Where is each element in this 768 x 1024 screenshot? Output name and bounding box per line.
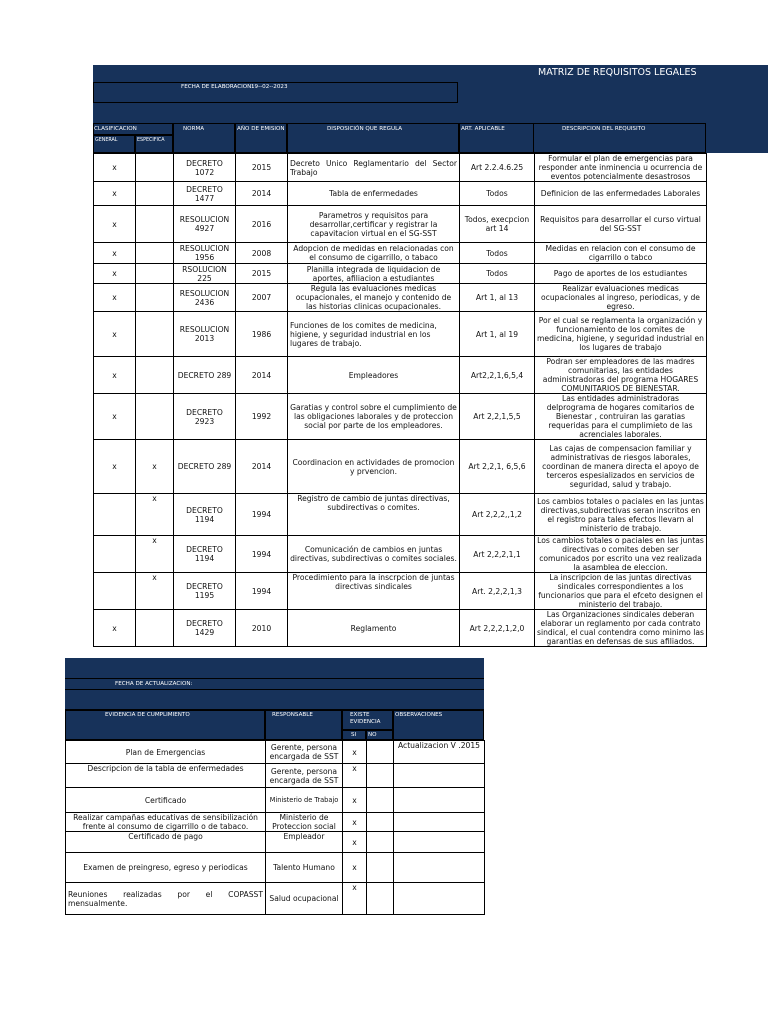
header-si: SI bbox=[351, 732, 357, 738]
cell-no bbox=[367, 741, 394, 764]
cell-norma: RESOLUCION 4927 bbox=[174, 206, 236, 243]
cell-si: x bbox=[343, 764, 367, 788]
cell-norma: RSOLUCION 225 bbox=[174, 264, 236, 284]
cell-descripcion: Realizar evaluaciones medicas ocupacionales al ingreso, periodicas, y de egreso. bbox=[535, 284, 707, 312]
cell-observaciones bbox=[394, 764, 485, 788]
header-descripcion: DESCRIPCION DEL REQUISITO bbox=[562, 126, 646, 132]
cell-art: Art 2,2,1, 6,5,6 bbox=[460, 440, 535, 494]
cell-especifica bbox=[136, 284, 174, 312]
cell-disposicion: Empleadores bbox=[288, 357, 460, 394]
header-observaciones: OBSERVACIONES bbox=[395, 712, 443, 718]
cell-evidencia: Certificado de pago bbox=[66, 832, 266, 853]
cell-disposicion: Planilla integrada de liquidacion de aportes, afiliacion a estudiantes bbox=[288, 264, 460, 284]
cell-art: Art 2,2,2,,1,2 bbox=[460, 494, 535, 536]
cell-art: Art 2,2,1,5,5 bbox=[460, 394, 535, 440]
cell-si: x bbox=[343, 788, 367, 813]
cell-observaciones bbox=[394, 883, 485, 915]
cell-anio: 1994 bbox=[236, 536, 288, 573]
cell-especifica bbox=[136, 312, 174, 357]
header-disposicion: DISPOSICIÓN QUE REGULA bbox=[327, 126, 403, 132]
cell-especifica: x bbox=[136, 536, 174, 573]
header-responsable: RESPONSABLE bbox=[272, 712, 313, 718]
matrix-title-bar bbox=[93, 65, 768, 82]
cell-especifica: x bbox=[136, 494, 174, 536]
cell-art: Todos bbox=[460, 243, 535, 264]
cell-art: Todos, execpcion art 14 bbox=[460, 206, 535, 243]
cell-evidencia: Realizar campañas educativas de sensibilización frente al consumo de cigarrillo o de tabaco. bbox=[66, 813, 266, 832]
header-evidencia: EVIDENCIA DE CUMPLIMIENTO bbox=[105, 712, 190, 718]
cell-norma: RESOLUCION 2436 bbox=[174, 284, 236, 312]
cell-art: Art 2,2,2,1,2,0 bbox=[460, 610, 535, 647]
header-especifica: ESPECIFICA bbox=[137, 138, 165, 143]
cell-evidencia: Plan de Emergencias bbox=[66, 741, 266, 764]
cell-disposicion: Coordinacion en actividades de promocion y prvencion. bbox=[288, 440, 460, 494]
cell-disposicion: Parametros y requisitos para desarrollar,certificar y registrar la capavitacion virtual en el SG-SST bbox=[288, 206, 460, 243]
cell-descripcion: Los cambios totales o paciales en las juntas directivas o comites deben ser comunicados por escrito una vez realizada la asamblea de eleccion. bbox=[535, 536, 707, 573]
cell-general: x bbox=[94, 264, 136, 284]
matrix-row bbox=[94, 573, 707, 610]
cell-observaciones bbox=[394, 788, 485, 813]
cell-anio: 2014 bbox=[236, 357, 288, 394]
cell-no bbox=[367, 764, 394, 788]
matrix-row bbox=[94, 206, 707, 243]
cell-anio: 2014 bbox=[236, 440, 288, 494]
cell-evidencia: Examen de preingreso, egreso y periodicas bbox=[66, 853, 266, 883]
cell-no bbox=[367, 813, 394, 832]
cell-descripcion: Definicion de las enfermedades Laborales bbox=[535, 182, 707, 206]
cell-no bbox=[367, 883, 394, 915]
evidencia-header-block bbox=[65, 658, 484, 740]
cell-responsable: Talento Humano bbox=[266, 853, 343, 883]
cell-art: Todos bbox=[460, 182, 535, 206]
fecha-elaboracion-row bbox=[93, 82, 768, 103]
cell-anio: 1994 bbox=[236, 494, 288, 536]
cell-norma: DECRETO 1072 bbox=[174, 154, 236, 182]
evidencia-row bbox=[66, 853, 485, 883]
cell-especifica bbox=[136, 610, 174, 647]
fecha-elaboracion-value: 19--02--2023 bbox=[251, 84, 288, 90]
cell-norma: DECRETO 1194 bbox=[174, 536, 236, 573]
cell-general: x bbox=[94, 243, 136, 264]
cell-no bbox=[367, 788, 394, 813]
cell-especifica bbox=[136, 243, 174, 264]
cell-general: x bbox=[94, 154, 136, 182]
cell-especifica: x bbox=[136, 573, 174, 610]
cell-evidencia: Reuniones realizadas por el COPASST mensualmente. bbox=[66, 883, 266, 915]
cell-norma: DECRETO 1477 bbox=[174, 182, 236, 206]
matrix-row bbox=[94, 182, 707, 206]
cell-norma: DECRETO 1194 bbox=[174, 494, 236, 536]
matrix-row bbox=[94, 394, 707, 440]
evidencia-row bbox=[66, 788, 485, 813]
cell-disposicion: Funciones de los comites de medicina, higiene, y seguridad industrial en los lugares de trabajo. bbox=[288, 312, 460, 357]
cell-disposicion: Comunicación de cambios en juntas directivas, subdirectivas o comites sociales. bbox=[288, 536, 460, 573]
cell-especifica bbox=[136, 357, 174, 394]
fecha-actualizacion-label: FECHA DE ACTUALIZACION: bbox=[115, 681, 193, 687]
cell-norma: DECRETO 1195 bbox=[174, 573, 236, 610]
cell-observaciones bbox=[394, 853, 485, 883]
matrix-row bbox=[94, 494, 707, 536]
matrix-title: MATRIZ DE REQUISITOS LEGALES bbox=[538, 67, 697, 78]
cell-norma: DECRETO 289 bbox=[174, 440, 236, 494]
header-existe: EXISTE EVIDENCIA bbox=[350, 712, 381, 725]
cell-descripcion: Las cajas de compensacion familiar y administrativas de riesgos laborales, coordinan de manera directa el apoyo de terceros espesializados en servicios de seguridad, salud y trabajo. bbox=[535, 440, 707, 494]
cell-anio: 2007 bbox=[236, 284, 288, 312]
cell-disposicion: Adopcion de medidas en relacionadas con el consumo de cigarrillo, o tabaco bbox=[288, 243, 460, 264]
cell-disposicion: Decreto Unico Reglamentario del Sector Trabajo bbox=[288, 154, 460, 182]
cell-anio: 1994 bbox=[236, 573, 288, 610]
cell-responsable: Gerente, persona encargada de SST bbox=[266, 741, 343, 764]
cell-norma: RESOLUCION 1956 bbox=[174, 243, 236, 264]
cell-anio: 2014 bbox=[236, 182, 288, 206]
cell-si: x bbox=[343, 741, 367, 764]
cell-observaciones: Actualizacion V .2015 bbox=[394, 741, 485, 764]
cell-observaciones bbox=[394, 813, 485, 832]
matrix-row bbox=[94, 284, 707, 312]
matrix-row bbox=[94, 243, 707, 264]
matrix-row bbox=[94, 312, 707, 357]
cell-general: x bbox=[94, 610, 136, 647]
cell-art: Art. 2,2,2,1,3 bbox=[460, 573, 535, 610]
cell-anio: 2015 bbox=[236, 264, 288, 284]
cell-si: x bbox=[343, 813, 367, 832]
header-general: GENERAL bbox=[95, 138, 118, 143]
cell-norma: DECRETO 1429 bbox=[174, 610, 236, 647]
cell-art: Art 1, al 13 bbox=[460, 284, 535, 312]
matrix-row bbox=[94, 264, 707, 284]
cell-descripcion: Las entidades administradoras delprograma de hogares comitarios de Bienestar , contruiran las garatias requeridas para el cumplimieto de las acrenciales laborales. bbox=[535, 394, 707, 440]
cell-art: Art 2.2.4.6.25 bbox=[460, 154, 535, 182]
cell-descripcion: Medidas en relacion con el consumo de cigarrillo o tabco bbox=[535, 243, 707, 264]
cell-disposicion: Registro de cambio de juntas directivas, subdirectivas o comites. bbox=[288, 494, 460, 536]
cell-norma: DECRETO 289 bbox=[174, 357, 236, 394]
cell-si: x bbox=[343, 832, 367, 853]
cell-anio: 1986 bbox=[236, 312, 288, 357]
header-clasificacion: CLASIFICACION bbox=[94, 126, 137, 132]
cell-anio: 2016 bbox=[236, 206, 288, 243]
cell-no bbox=[367, 832, 394, 853]
cell-especifica bbox=[136, 264, 174, 284]
cell-especifica: x bbox=[136, 440, 174, 494]
header-art: ART. APLICABLE bbox=[461, 126, 505, 132]
evidencia-row bbox=[66, 832, 485, 853]
cell-general: x bbox=[94, 440, 136, 494]
cell-responsable: Ministerio de Trabajo bbox=[266, 788, 343, 813]
cell-disposicion: Tabla de enfermedades bbox=[288, 182, 460, 206]
matrix-header-row bbox=[93, 123, 768, 153]
cell-general bbox=[94, 573, 136, 610]
matrix-row bbox=[94, 610, 707, 647]
cell-descripcion: Requisitos para desarrollar el curso virtual del SG-SST bbox=[535, 206, 707, 243]
cell-general: x bbox=[94, 182, 136, 206]
cell-descripcion: Las Organizaciones sindicales deberan elaborar un reglamento por cada contrato sindical, el cual contendra como minimo las garantias en defensas de sus afiliados. bbox=[535, 610, 707, 647]
cell-especifica bbox=[136, 206, 174, 243]
matrix-row bbox=[94, 536, 707, 573]
cell-art: Art 2,2,2,1,1 bbox=[460, 536, 535, 573]
cell-anio: 1992 bbox=[236, 394, 288, 440]
cell-disposicion: Reglamento bbox=[288, 610, 460, 647]
cell-evidencia: Descripcion de la tabla de enfermedades bbox=[66, 764, 266, 788]
cell-descripcion: Formular el plan de emergencias para responder ante inminencia u ocurrencia de eventos potencialmente desastrosos bbox=[535, 154, 707, 182]
cell-responsable: Salud ocupacional bbox=[266, 883, 343, 915]
evidencia-row bbox=[66, 883, 485, 915]
cell-general: x bbox=[94, 206, 136, 243]
evidencia-row bbox=[66, 813, 485, 832]
cell-no bbox=[367, 853, 394, 883]
header-anio: AÑO DE EMISION bbox=[237, 126, 285, 132]
cell-norma: DECRETO 2923 bbox=[174, 394, 236, 440]
cell-general: x bbox=[94, 357, 136, 394]
matrix-row bbox=[94, 357, 707, 394]
cell-anio: 2010 bbox=[236, 610, 288, 647]
fecha-elaboracion-label: FECHA DE ELABORACION: bbox=[181, 84, 254, 90]
cell-general: x bbox=[94, 312, 136, 357]
header-no: NO bbox=[368, 732, 377, 738]
cell-norma: RESOLUCION 2013 bbox=[174, 312, 236, 357]
cell-evidencia: Certificado bbox=[66, 788, 266, 813]
cell-especifica bbox=[136, 394, 174, 440]
evidencia-row bbox=[66, 764, 485, 788]
cell-si: x bbox=[343, 853, 367, 883]
cell-descripcion: Los cambios totales o paciales en las juntas directivas,subdirectivas seran inscritos en el registro para tales efectos llevarn al ministerio de trabajo. bbox=[535, 494, 707, 536]
cell-descripcion: Podran ser empleadores de las madres comunitarias, las entidades administradoras del programa HOGARES COMUNITARIOS DE BIENESTAR. bbox=[535, 357, 707, 394]
cell-especifica bbox=[136, 182, 174, 206]
cell-general: x bbox=[94, 284, 136, 312]
cell-art: Art2,2,1,6,5,4 bbox=[460, 357, 535, 394]
matrix-table bbox=[93, 153, 707, 647]
cell-general bbox=[94, 494, 136, 536]
header-norma: NORMA bbox=[183, 126, 205, 132]
matrix-row bbox=[94, 154, 707, 182]
evidencia-row bbox=[66, 741, 485, 764]
cell-disposicion: Garatias y control sobre el cumplimiento de las obligaciones laborales y de proteccion social por parte de los empleadores. bbox=[288, 394, 460, 440]
matrix-spacer-band bbox=[93, 103, 768, 123]
cell-descripcion: La inscripcion de las juntas directivas sindicales correspondientes a los funcionarios que para el efceto designen el ministerio del trabajo. bbox=[535, 573, 707, 610]
cell-responsable: Empleador bbox=[266, 832, 343, 853]
cell-si: x bbox=[343, 883, 367, 915]
cell-disposicion: Procedimiento para la inscrpcion de juntas directivas sindicales bbox=[288, 573, 460, 610]
cell-especifica bbox=[136, 154, 174, 182]
cell-disposicion: Regula las evaluaciones medicas ocupacionales, el manejo y contenido de las historias clinicas ocupacionales. bbox=[288, 284, 460, 312]
cell-art: Art 1, al 19 bbox=[460, 312, 535, 357]
cell-anio: 2008 bbox=[236, 243, 288, 264]
cell-descripcion: Por el cual se reglamenta la organización y funcionamiento de los comites de medicina, higiene, y seguridad industrial en los lugares de trabajo bbox=[535, 312, 707, 357]
cell-anio: 2015 bbox=[236, 154, 288, 182]
cell-observaciones bbox=[394, 832, 485, 853]
cell-responsable: Gerente, persona encargada de SST bbox=[266, 764, 343, 788]
cell-responsable: Ministerio de Proteccion social bbox=[266, 813, 343, 832]
cell-descripcion: Pago de aportes de los estudiantes bbox=[535, 264, 707, 284]
cell-general bbox=[94, 536, 136, 573]
cell-art: Todos bbox=[460, 264, 535, 284]
matrix-row bbox=[94, 440, 707, 494]
evidencia-table bbox=[65, 740, 485, 915]
cell-general: x bbox=[94, 394, 136, 440]
